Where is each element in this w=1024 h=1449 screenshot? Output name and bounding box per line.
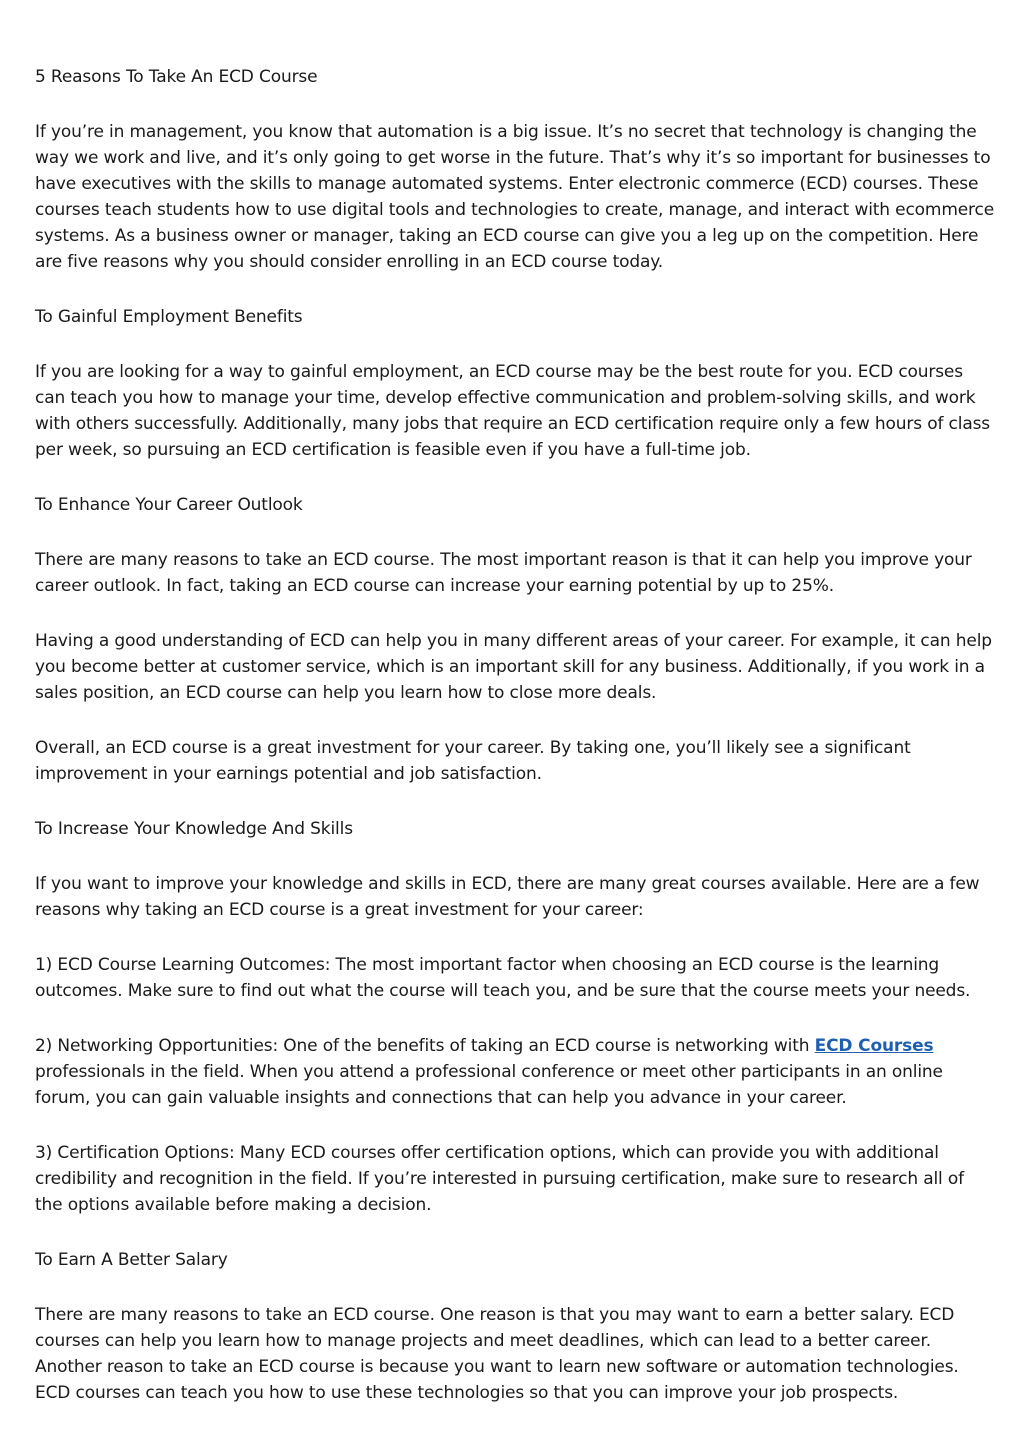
gainful-employment-paragraph: If you are looking for a way to gainful employment, an ECD course may be the best route for you. ECD courses can teach you how to manage your time, develop effective communication and problem-solving skills, and work with others successfully. Additionally, many jobs that require an ECD certification require only a few hours of class per week, so pursuing an ECD certification is feasible even if you have a full-time job. xyxy=(35,362,991,460)
networking-text-before: 2) Networking Opportunities: One of the benefits of taking an ECD course is networking with xyxy=(35,1036,815,1056)
intro-paragraph: If you’re in management, you know that automation is a big issue. It’s no secret that technology is changing the way we work and live, and it’s only going to get worse in the future. That’s why it’s so important for businesses to have executives with the skills to manage automated systems. Enter electronic commerce (ECD) courses. These courses teach students how to use digital tools and technologies to create, manage, and interact with ecommerce systems. As a business owner or manager, taking an ECD course can give you a leg up on the competition. Here are five reasons why you should consider enrolling in an ECD course today. xyxy=(35,122,995,272)
section-heading-knowledge-skills: To Increase Your Knowledge And Skills xyxy=(35,819,353,839)
section-heading-gainful-employment: To Gainful Employment Benefits xyxy=(35,307,303,327)
list-item-certification: 3) Certification Options: Many ECD courses offer certification options, which can provide you with additional credibility and recognition in the field. If you’re interested in pursuing certification, make sure to research all of the options available before making a decision. xyxy=(35,1143,964,1215)
document-page xyxy=(35,64,995,1406)
document-title: 5 Reasons To Take An ECD Course xyxy=(35,67,318,87)
ecd-courses-link[interactable]: ECD Courses xyxy=(814,1036,934,1056)
knowledge-skills-paragraph: If you want to improve your knowledge and skills in ECD, there are many great courses available. Here are a few reasons why taking an ECD course is a great investment for your career: xyxy=(35,874,980,920)
career-outlook-paragraph-3: Overall, an ECD course is a great investment for your career. By taking one, you’ll likely see a significant improvement in your earnings potential and job satisfaction. xyxy=(35,738,911,784)
career-outlook-paragraph-2: Having a good understanding of ECD can help you in many different areas of your career. For example, it can help you become better at customer service, which is an important skill for any business. Additionally, if you work in a sales position, an ECD course can help you learn how to close more deals. xyxy=(35,631,992,703)
section-heading-better-salary: To Earn A Better Salary xyxy=(35,1250,228,1270)
list-item-networking xyxy=(35,1033,995,1111)
career-outlook-paragraph-1: There are many reasons to take an ECD course. The most important reason is that it can help you improve your career outlook. In fact, taking an ECD course can increase your earning potential by up to 25%. xyxy=(35,550,972,596)
networking-text-after: professionals in the field. When you attend a professional conference or meet other participants in an online forum, you can gain valuable insights and connections that can help you advance in your career. xyxy=(35,1062,943,1108)
list-item-learning-outcomes: 1) ECD Course Learning Outcomes: The most important factor when choosing an ECD course is the learning outcomes. Make sure to find out what the course will teach you, and be sure that the course meets your needs. xyxy=(35,955,971,1001)
section-heading-career-outlook: To Enhance Your Career Outlook xyxy=(35,495,303,515)
better-salary-paragraph: There are many reasons to take an ECD course. One reason is that you may want to earn a better salary. ECD courses can help you learn how to manage projects and meet deadlines, which can lead to a better career. Another reason to take an ECD course is because you want to learn new software or automation technologies. ECD courses can teach you how to use these technologies so that you can improve your job prospects. xyxy=(35,1305,959,1403)
